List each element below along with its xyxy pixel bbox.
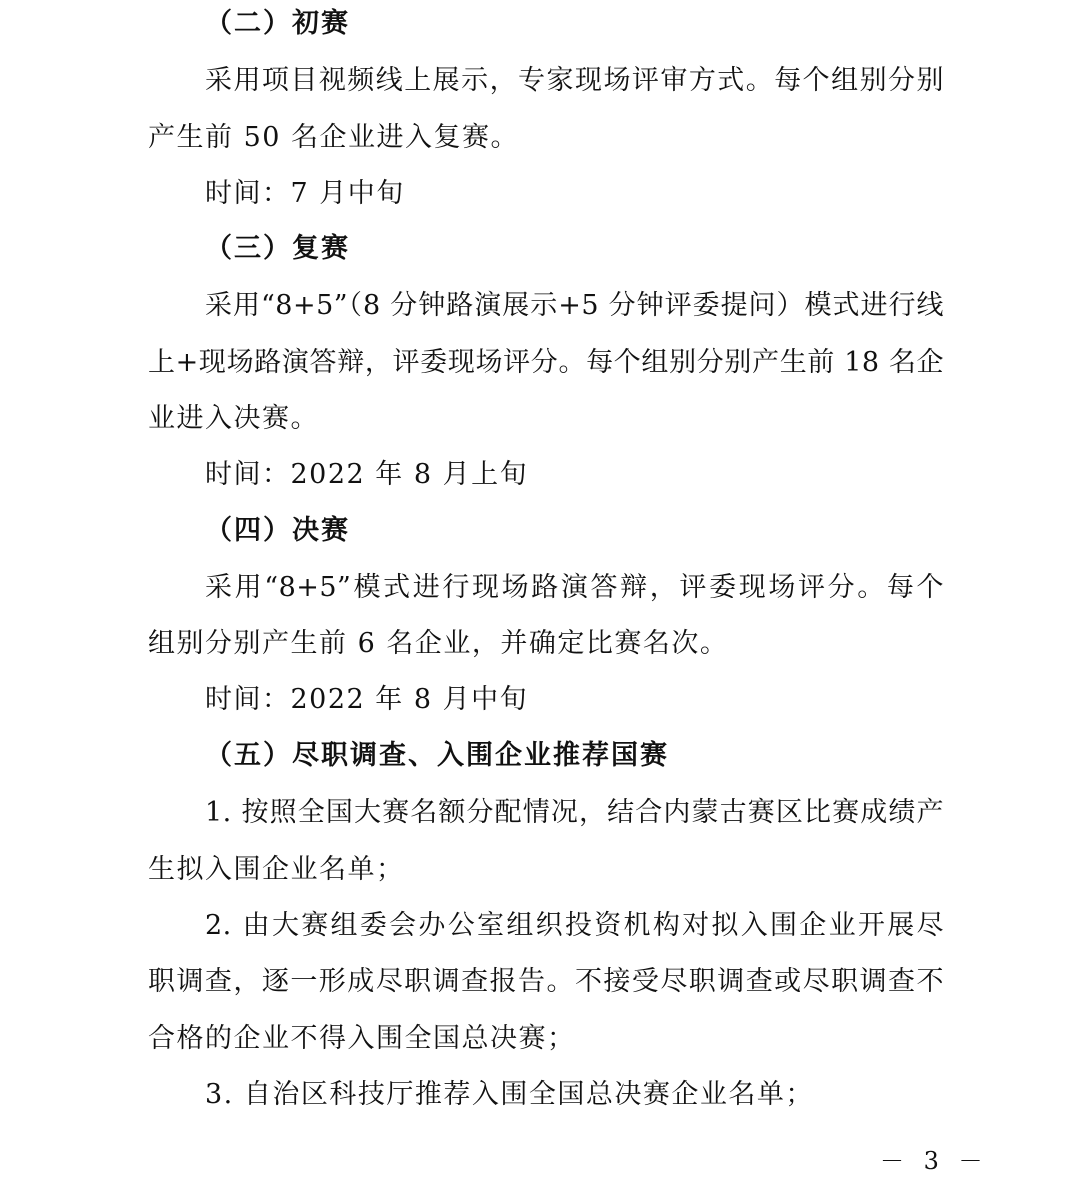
paragraph-line: 上+现场路演答辩，评委现场评分。每个组别分别产生前 18 名企 xyxy=(148,347,944,378)
time-line: 时间：2022 年 8 月中旬 xyxy=(205,684,529,715)
paragraph-line: 采用项目视频线上展示，专家现场评审方式。每个组别分别 xyxy=(205,65,944,96)
section-heading-preliminary: （二）初赛 xyxy=(205,8,350,39)
time-line: 时间：2022 年 8 月上旬 xyxy=(205,459,529,490)
time-line: 时间：7 月中旬 xyxy=(205,178,405,209)
paragraph-line: 3. 自治区科技厅推荐入围全国总决赛企业名单； xyxy=(205,1079,814,1110)
paragraph-line: 组别分别产生前 6 名企业，并确定比赛名次。 xyxy=(148,628,729,659)
paragraph-line: 合格的企业不得入围全国总决赛； xyxy=(148,1023,576,1054)
paragraph-line: 产生前 50 名企业进入复赛。 xyxy=(148,122,520,153)
paragraph-line: 2. 由大赛组委会办公室组织投资机构对拟入围企业开展尽 xyxy=(205,910,944,941)
paragraph-line: 业进入决赛。 xyxy=(148,403,319,434)
paragraph-line: 采用“8+5”模式进行现场路演答辩，评委现场评分。每个 xyxy=(205,572,944,603)
paragraph-line: 生拟入围企业名单； xyxy=(148,854,405,885)
page-number: － 3 － xyxy=(880,1147,989,1175)
section-heading-final: （四）决赛 xyxy=(205,515,350,546)
paragraph-line: 职调查，逐一形成尽职调查报告。不接受尽职调查或尽职调查不 xyxy=(148,966,944,997)
paragraph-line: 采用“8+5”（8 分钟路演展示+5 分钟评委提问）模式进行线 xyxy=(205,290,944,321)
section-heading-due-diligence: （五）尽职调查、入围企业推荐国赛 xyxy=(205,740,669,771)
section-heading-semifinal: （三）复赛 xyxy=(205,233,350,264)
paragraph-line: 1. 按照全国大赛名额分配情况，结合内蒙古赛区比赛成绩产 xyxy=(205,797,944,828)
